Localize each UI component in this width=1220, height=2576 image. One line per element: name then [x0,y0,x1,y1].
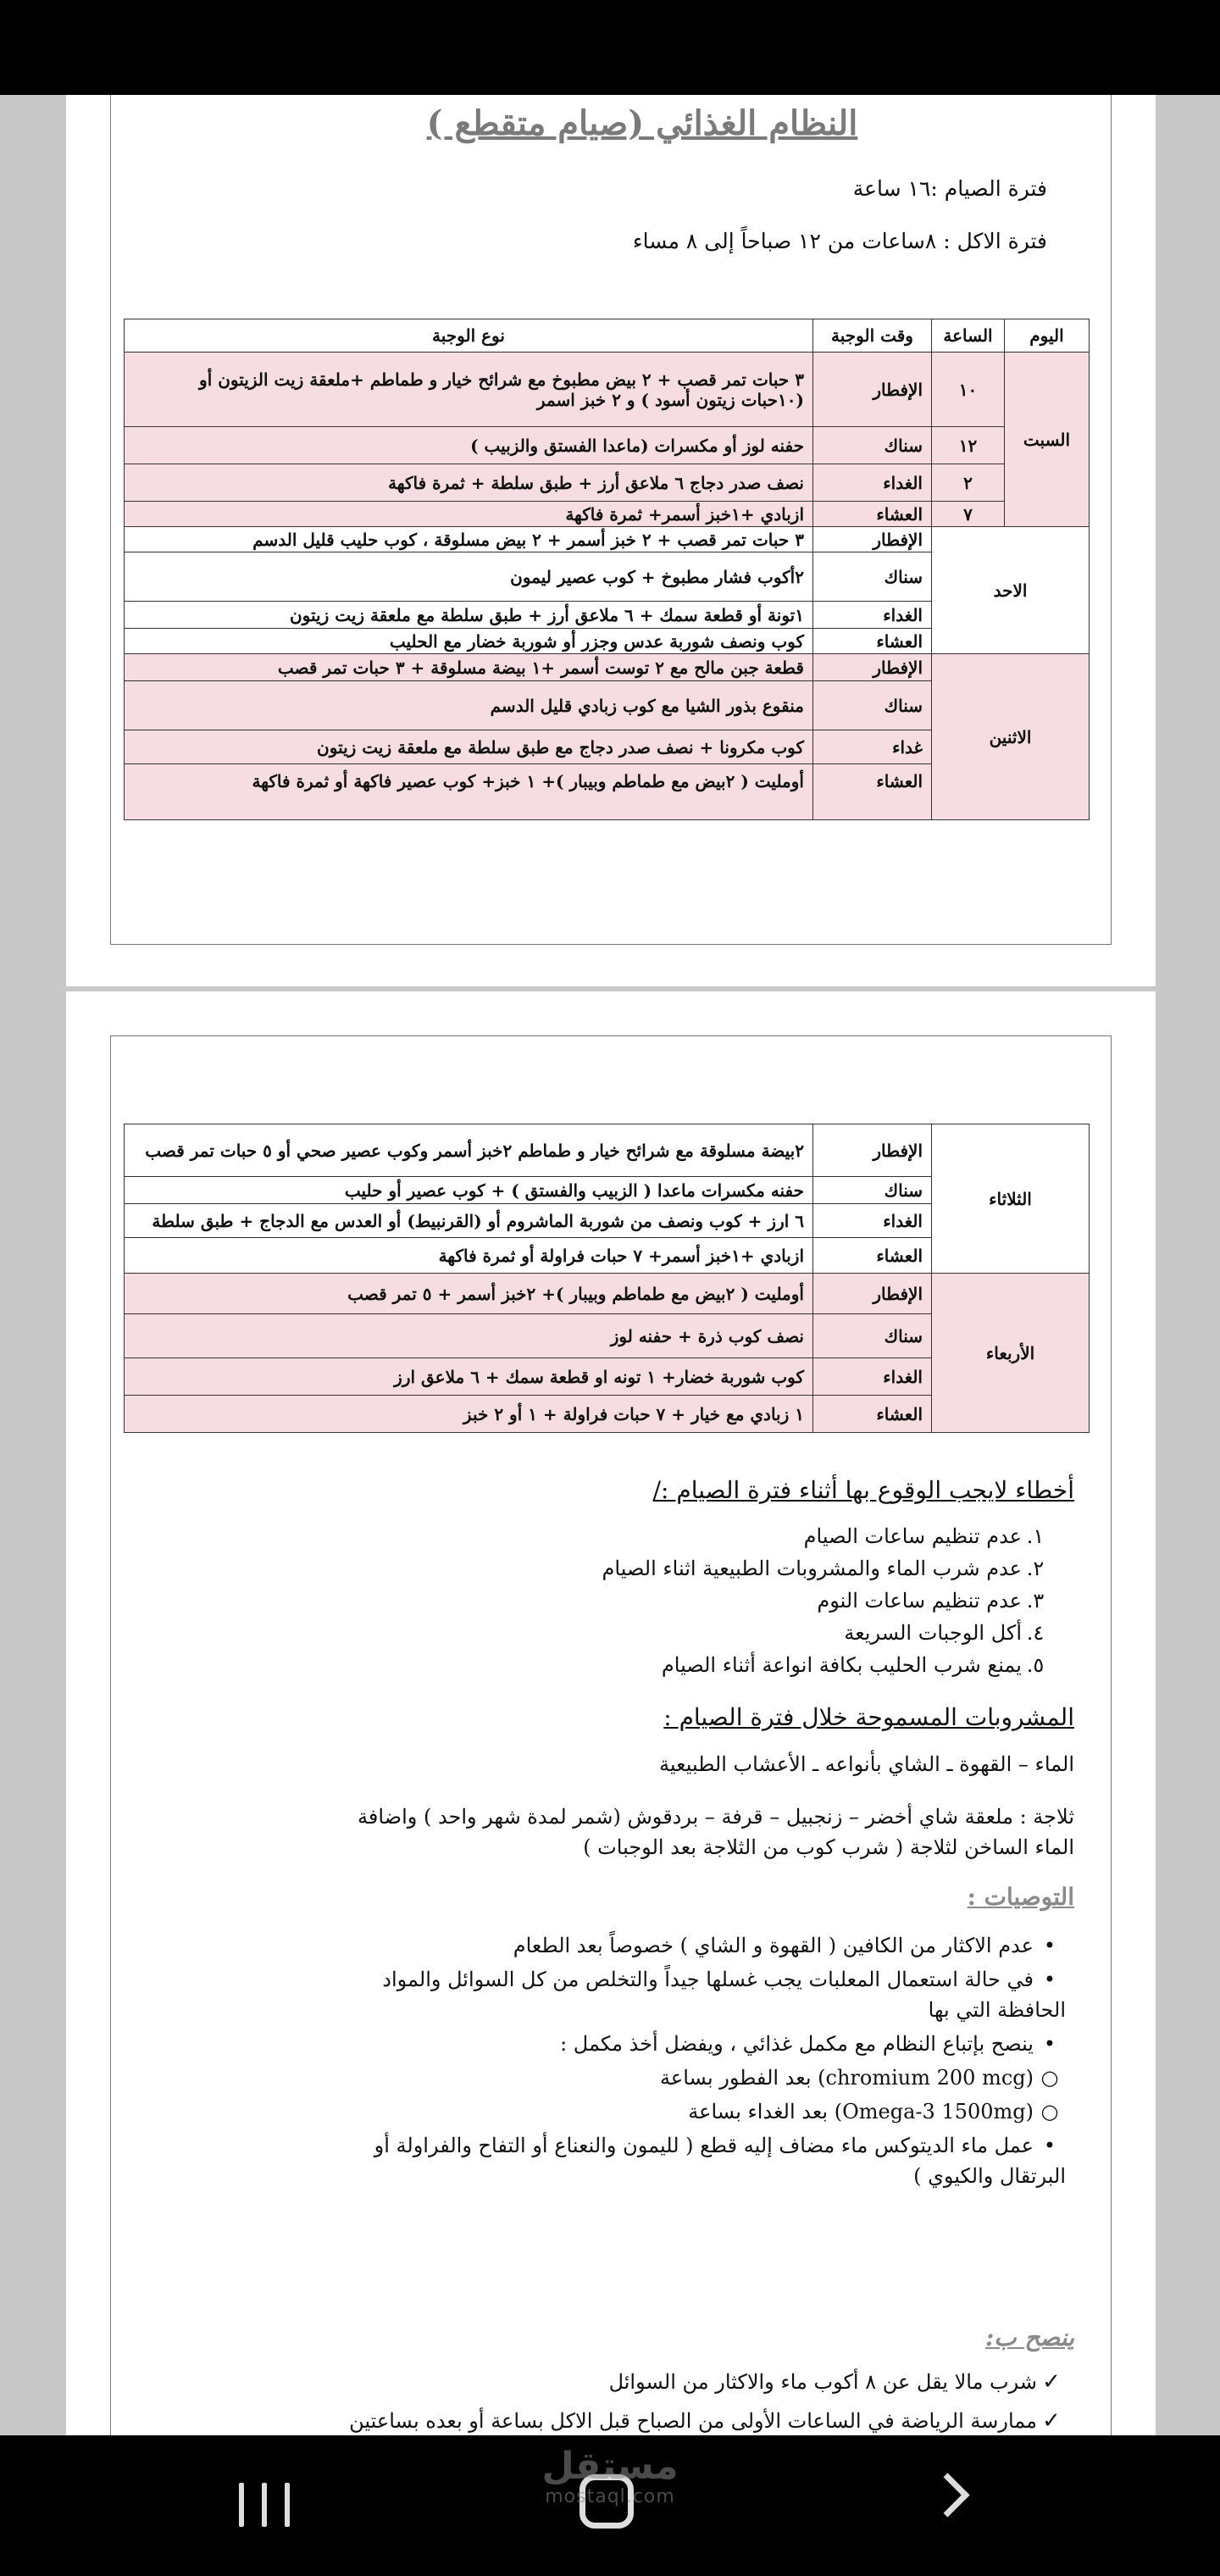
header-meal-type: نوع الوجبة [125,319,813,353]
meal-time-cell: الإفطار [813,654,932,681]
meal-cell: كوب شوربة خضار+ ١ تونه او قطعة سمك + ٦ ملاعق ارز [125,1358,813,1396]
hour-cell: ١٢ [932,427,1005,464]
meal-cell: ٢بيضة مسلوقة مع شرائح خيار و طماطم ٢خبز أسمر وكوب عصير صحي أو ٥ حبات تمر قصب [125,1124,813,1177]
item-text: ينصح بإتباع النظام مع مكمل غذائي ، ويفضل أخذ مكمل : [560,2032,1034,2056]
item-text: عدم تنظيم ساعات الصيام [803,1524,1022,1548]
list-item [602,1617,1049,1649]
item-number: ٣. [1026,1589,1045,1613]
drinks-line-3: الماء الساخن لثلاجة ( شرب كوب من الثلاجة بعد الوجبات ) [583,1835,1074,1859]
document-page-1 [66,95,1156,986]
meal-table-page-1 [124,319,1090,820]
meal-time-cell: الغداء [813,464,932,502]
meal-cell: ٦ ارز + كوب ونصف من شوربة الماشروم أو (القرنبيط) أو العدس مع الدجاج + طبق سلطة [125,1204,813,1238]
day-cell: الاحد [932,527,1090,654]
mistakes-heading: أخطاء لايجب الوقوع بها أثناء فترة الصيام :/ [652,1476,1074,1504]
meal-time-cell: سناك [813,681,932,730]
day-cell: الثلاثاء [932,1124,1090,1274]
meal-time-cell: غداء [813,730,932,764]
meal-cell: منقوع بذور الشيا مع كوب زبادي قليل الدسم [125,681,813,730]
day-cell: الأربعاء [932,1274,1090,1433]
meal-cell: ازبادي +١خبز أسمر+ ٧ حبات فراولة أو ثمرة فاكهة [125,1238,813,1274]
bullet-icon: • [1043,1934,1056,1957]
meal-cell: نصف صدر دجاج ٦ ملاعق أرز + طبق سلطة + ثمرة فاكهة [125,464,813,502]
header-day: اليوم [1005,319,1090,353]
list-item [320,1964,1066,2029]
item-text: أكل الوجبات السريعة [844,1621,1022,1645]
meal-time-cell: العشاء [813,764,932,820]
day-cell: السبت [1005,353,1090,527]
advice-heading: ينصح ب: [984,2323,1074,2351]
meal-time-cell: العشاء [813,502,932,527]
meal-time-cell: سناك [813,552,932,602]
meal-cell: نصف كوب ذرة + حفنه لوز [125,1314,813,1358]
list-item [602,1585,1049,1617]
watermark-latin: mostaql.com [545,2486,675,2507]
item-text: بعد الغداء بساعة [688,2100,829,2124]
table-row [125,654,1090,681]
list-item [320,1930,1066,1964]
meal-time-cell: الإفطار [813,527,932,552]
document-page-2 [66,991,1156,2435]
meal-cell: ١ زبادي مع خيار + ٧ حبات فراولة + ١ أو ٢ خبز [125,1396,813,1433]
meal-time-cell: الإفطار [813,1274,932,1314]
table-row [125,353,1090,427]
bullet-icon: • [1043,2134,1056,2157]
list-item [320,2130,1066,2195]
item-text: ممارسة الرياضة في الساعات الأولى من الصباح قبل الاكل بساعة أو بعده بساعتين [349,2409,1037,2433]
recommendations-list [320,1930,1066,2195]
table-row [125,502,1090,527]
recommendations-heading: التوصيات : [967,1883,1074,1911]
item-number: ٥. [1026,1653,1045,1677]
list-item [320,2029,1066,2062]
meal-time-cell: سناك [813,1177,932,1204]
meal-table-page-2 [124,1124,1090,1433]
meal-time-cell: سناك [813,1314,932,1358]
bullet-icon: • [1043,2032,1056,2056]
table-row [125,1274,1090,1314]
table-row [125,427,1090,464]
meal-cell: ازبادي +١خبز أسمر+ ثمرة فاكهة [125,502,813,527]
table-row [125,1124,1090,1177]
header-meal-time: وقت الوجبة [813,319,932,353]
meal-cell: كوب مكرونا + نصف صدر دجاج مع طبق سلطة مع ملعقة زيت زيتون [125,730,813,764]
hour-cell: ٧ [932,502,1005,527]
meal-time-cell: الغداء [813,602,932,629]
item-number: ٢. [1026,1557,1045,1580]
checkmark-icon: ✓ [1042,2408,1061,2434]
list-item [320,2096,1066,2130]
item-number: ١. [1026,1524,1045,1548]
meal-cell: ٣ حبات تمر قصب + ٢ خبز أسمر + ٢ بيض مسلوقة ، كوب حليب قليل الدسم [125,527,813,552]
drinks-line-1: الماء – القهوة ـ الشاي بأنواعه ـ الأعشاب الطبيعية [659,1752,1074,1776]
item-number: ٤. [1026,1621,1045,1645]
meal-time-cell: العشاء [813,1238,932,1274]
header-hour: الساعة [932,319,1005,353]
item-text: يمنع شرب الحليب بكافة انواعة أثناء الصيام [661,1653,1022,1677]
recent-apps-button[interactable] [239,2483,290,2527]
list-item [320,2062,1066,2096]
watermark-logo [534,2447,686,2507]
meal-time-cell: العشاء [813,1396,932,1433]
meal-time-cell: سناك [813,427,932,464]
item-text: عدم شرب الماء والمشروبات الطبيعية اثناء الصيام [602,1557,1022,1580]
item-text: عدم تنظيم ساعات النوم [817,1589,1022,1613]
hour-cell: ٢ [932,464,1005,502]
watermark-arabic: مستقل [541,2445,679,2488]
checkmark-icon: ✓ [1042,2369,1061,2395]
item-text: بعد الفطور بساعة [660,2066,812,2090]
circle-bullet-icon: ○ [1040,2066,1059,2090]
meal-time-cell: الغداء [813,1204,932,1238]
supplement-name: (Omega-3 1500mg) [834,2100,1034,2124]
notes-section [151,1476,1074,2493]
list-item [602,1552,1049,1585]
meal-cell: ٢أكوب فشار مطبوخ + كوب عصير ليمون [125,552,813,602]
eating-period: فترة الاكل : ٨ساعات من ١٢ صباحاً إلى ٨ مساء [632,229,1047,253]
meal-time-cell: الإفطار [813,1124,932,1177]
meal-cell: حفنه مكسرات ماعدا ( الزبيب والفستق ) + كوب عصير أو حليب [125,1177,813,1204]
supplement-name: (chromium 200 mcg) [818,2066,1034,2090]
circle-bullet-icon: ○ [1040,2100,1059,2124]
item-text: عدم الاكثار من الكافين ( القهوة و الشاي ) خصوصاً بعد الطعام [513,1934,1034,1957]
status-bar [0,0,1220,95]
table-row [125,527,1090,552]
meal-cell: قطعة جبن مالح مع ٢ توست أسمر +١ بيضة مسلوقة + ٣ حبات تمر قصب [125,654,813,681]
drinks-line-2: ثلاجة : ملعقة شاي أخضر – زنجبيل – قرفة – بردقوش (شمر لمدة شهر واحد ) واضافة [358,1805,1074,1829]
drinks-heading: المشروبات المسموحة خلال فترة الصيام : [663,1703,1074,1731]
page-title: النظام الغذائي (صيام متقطع ) [426,103,858,143]
list-item [602,1649,1049,1681]
meal-cell: ١تونة أو قطعة سمك + ٦ ملاعق أرز + طبق سلطة مع ملعقة زيت زيتون [125,602,813,629]
list-item [349,2362,1066,2401]
mistakes-list [602,1520,1049,1681]
table-row [125,464,1090,502]
item-text: شرب مالا يقل عن ٨ أكوب ماء والاكثار من السوائل [608,2370,1037,2394]
meal-time-cell: العشاء [813,629,932,654]
meal-cell: أومليت ( ٢بيض مع طماطم وبيبار )+ ١ خبز+ كوب عصير فاكهة أو ثمرة فاكهة [125,764,813,820]
meal-cell: كوب ونصف شوربة عدس وجزر أو شوربة خضار مع الحليب [125,629,813,654]
day-cell: الاثنين [932,654,1090,820]
meal-cell: حفنه لوز أو مكسرات (ماعدا الفستق والزبيب ) [125,427,813,464]
table-header-row [125,319,1090,353]
bullet-icon: • [1043,1968,1056,1991]
meal-cell: أومليت ( ٢بيض مع طماطم وبيبار )+ ٢خبز أسمر + ٥ تمر قصب [125,1274,813,1314]
list-item [602,1520,1049,1552]
meal-time-cell: الإفطار [813,353,932,427]
item-text: في حالة استعمال المعلبات يجب غسلها جيداً والتخلص من كل السوائل والمواد الحافظة التي بها [382,1968,1066,2022]
item-text: عمل ماء الديتوكس ماء مضاف إليه قطع ( لليمون والنعناع أو التفاح والفراولة أو البرتقال والكيوي ) [374,2134,1066,2188]
hour-cell: ١٠ [932,353,1005,427]
meal-time-cell: الغداء [813,1358,932,1396]
meal-cell: ٣ حبات تمر قصب + ٢ بيض مطبوخ مع شرائح خيار و طماطم +ملعقة زيت الزيتون أو (١٠حبات زيتون أسود ) و ٢ خبز اسمر [125,353,813,427]
fasting-period: فترة الصيام :١٦ ساعة [852,176,1047,201]
